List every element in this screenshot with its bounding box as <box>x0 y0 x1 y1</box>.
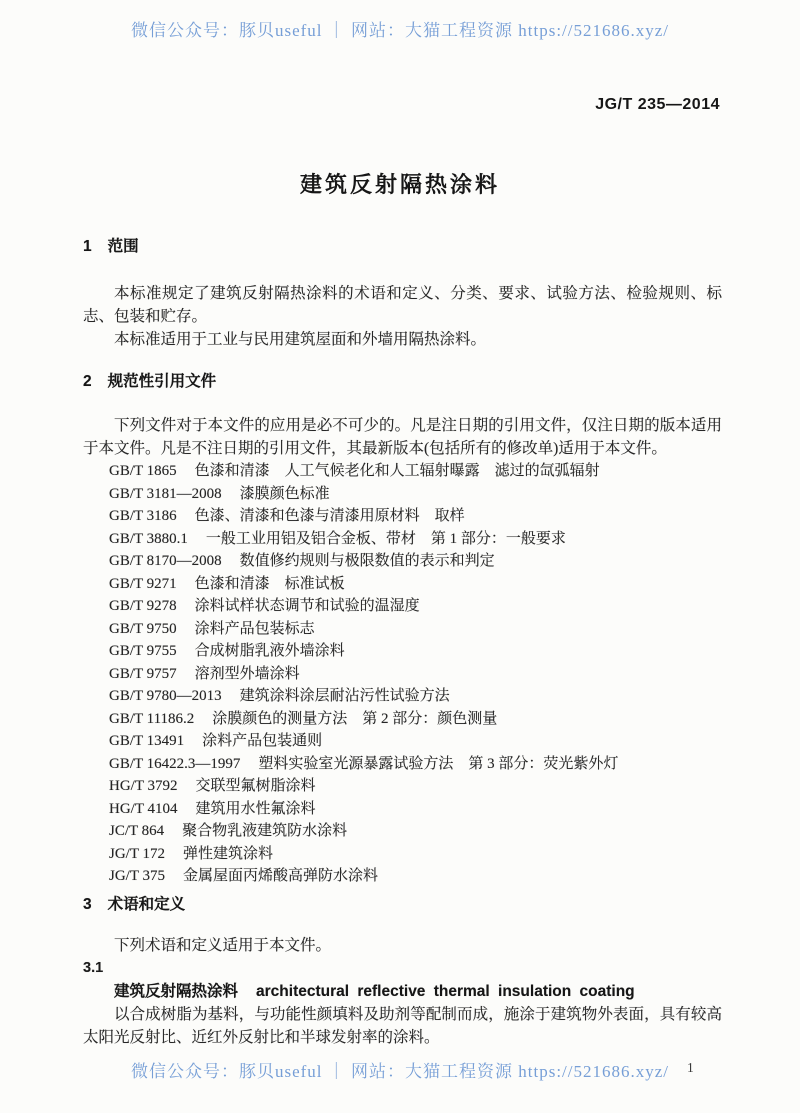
reference-title: 涂膜颜色的测量方法 第 2 部分：颜色测量 <box>212 710 498 727</box>
reference-title: 一般工业用铝及铝合金板、带材 第 1 部分：一般要求 <box>205 530 566 547</box>
reference-code: HG/T 3792 <box>109 778 178 794</box>
reference-code: HG/T 4104 <box>109 800 178 817</box>
reference-item <box>109 573 722 596</box>
reference-item <box>109 505 722 528</box>
reference-list <box>83 460 722 888</box>
reference-item <box>109 640 722 663</box>
reference-item <box>109 618 722 641</box>
reference-item <box>109 460 722 483</box>
reference-item <box>109 528 722 551</box>
term-english: architectural reflective thermal insulation coating <box>256 982 635 1000</box>
reference-title: 弹性建筑涂料 <box>182 845 273 862</box>
term-title <box>83 980 722 1003</box>
reference-code: GB/T 9780—2013 <box>109 688 222 704</box>
watermark-bottom: 微信公众号：豚贝useful ｜ 网站：大猫工程资源 https://521686.xyz/ <box>130 1062 670 1081</box>
reference-title: 涂料产品包装通则 <box>202 733 323 749</box>
reference-item <box>109 708 722 731</box>
reference-title: 交联型氟树脂涂料 <box>195 778 316 794</box>
reference-item <box>109 595 722 618</box>
reference-code: GB/T 9757 <box>109 665 177 682</box>
reference-code: JC/T 864 <box>109 823 165 839</box>
reference-code: GB/T 9271 <box>109 575 177 592</box>
page-number: 1 <box>687 1060 694 1075</box>
reference-item <box>109 820 722 843</box>
reference-item <box>109 730 722 753</box>
reference-code: GB/T 3186 <box>109 508 177 524</box>
reference-item <box>109 775 722 798</box>
reference-title: 塑料实验室光源暴露试验方法 第 3 部分：荧光紫外灯 <box>258 755 619 772</box>
document-body <box>83 236 722 1049</box>
reference-title: 溶剂型外墙涂料 <box>194 665 300 682</box>
reference-item <box>109 550 722 573</box>
term-definition: 以合成树脂为基料，与功能性颜填料及助剂等配制而成，施涂于建筑物外表面，具有较高太阳光反射比、近红外反射比和半球发射率的涂料。 <box>83 1005 722 1046</box>
reference-item <box>109 483 722 506</box>
reference-title: 涂料试样状态调节和试验的温湿度 <box>194 598 420 614</box>
reference-title: 色漆、清漆和色漆与清漆用原材料 取样 <box>194 508 465 524</box>
reference-title: 色漆和清漆 人工气候老化和人工辐射曝露 滤过的氙弧辐射 <box>194 463 600 479</box>
reference-item <box>109 798 722 821</box>
term-number: 3.1 <box>83 959 104 976</box>
reference-title: 漆膜颜色标准 <box>239 485 330 502</box>
section-heading-references <box>83 371 722 393</box>
reference-code: GB/T 16422.3—1997 <box>109 755 241 772</box>
reference-title: 色漆和清漆 标准试板 <box>194 575 345 592</box>
reference-code: GB/T 13491 <box>109 733 185 749</box>
section-number: 1 <box>83 238 92 255</box>
reference-code: JG/T 172 <box>109 845 165 862</box>
references-intro: 下列文件对于本文件的应用是必不可少的。凡是注日期的引用文件，仅注日期的版本适用于本文件。凡是不注日期的引用文件，其最新版本(包括所有的修改单)适用于本文件。 <box>83 417 722 457</box>
section-number: 3 <box>83 895 92 913</box>
reference-item <box>109 865 722 888</box>
reference-code: GB/T 3880.1 <box>109 530 188 547</box>
section-heading-terms <box>83 894 722 916</box>
reference-code: GB/T 8170—2008 <box>109 553 222 569</box>
terms-intro: 下列术语和定义适用于本文件。 <box>114 936 332 954</box>
reference-code: GB/T 9278 <box>109 598 177 614</box>
reference-title: 建筑用水性氟涂料 <box>195 800 316 817</box>
reference-code: JG/T 375 <box>109 868 165 884</box>
reference-title: 建筑涂料涂层耐沾污性试验方法 <box>239 688 450 704</box>
reference-title: 涂料产品包装标志 <box>194 620 315 637</box>
section-label: 范围 <box>107 238 139 255</box>
reference-code: GB/T 9750 <box>109 620 177 637</box>
standard-code: JG/T 235—2014 <box>595 96 720 113</box>
reference-title: 聚合物乳液建筑防水涂料 <box>182 823 348 839</box>
document-title: 建筑反射隔热涂料 <box>299 172 500 197</box>
scope-paragraph-1: 本标准规定了建筑反射隔热涂料的术语和定义、分类、要求、试验方法、检验规则、标志、包装和贮存。 <box>83 285 722 325</box>
reference-code: GB/T 3181—2008 <box>109 485 222 502</box>
section-label: 术语和定义 <box>107 895 186 913</box>
watermark-top: 微信公众号：豚贝useful ｜ 网站：大猫工程资源 https://521686.xyz/ <box>130 21 670 40</box>
reference-title: 金属屋面丙烯酸高弹防水涂料 <box>182 868 378 884</box>
reference-code: GB/T 1865 <box>109 463 177 479</box>
reference-item <box>109 663 722 686</box>
reference-title: 数值修约规则与极限数值的表示和判定 <box>239 553 495 569</box>
term-chinese: 建筑反射隔热涂料 <box>114 982 239 1000</box>
reference-item <box>109 753 722 776</box>
section-number: 2 <box>83 373 92 390</box>
section-heading-scope <box>83 236 722 258</box>
reference-code: GB/T 9755 <box>109 643 177 659</box>
scope-paragraph-2: 本标准适用于工业与民用建筑屋面和外墙用隔热涂料。 <box>114 331 487 348</box>
reference-code: GB/T 11186.2 <box>109 710 195 727</box>
section-label: 规范性引用文件 <box>107 373 217 390</box>
reference-item <box>109 685 722 708</box>
reference-item <box>109 843 722 866</box>
reference-title: 合成树脂乳液外墙涂料 <box>194 643 345 659</box>
